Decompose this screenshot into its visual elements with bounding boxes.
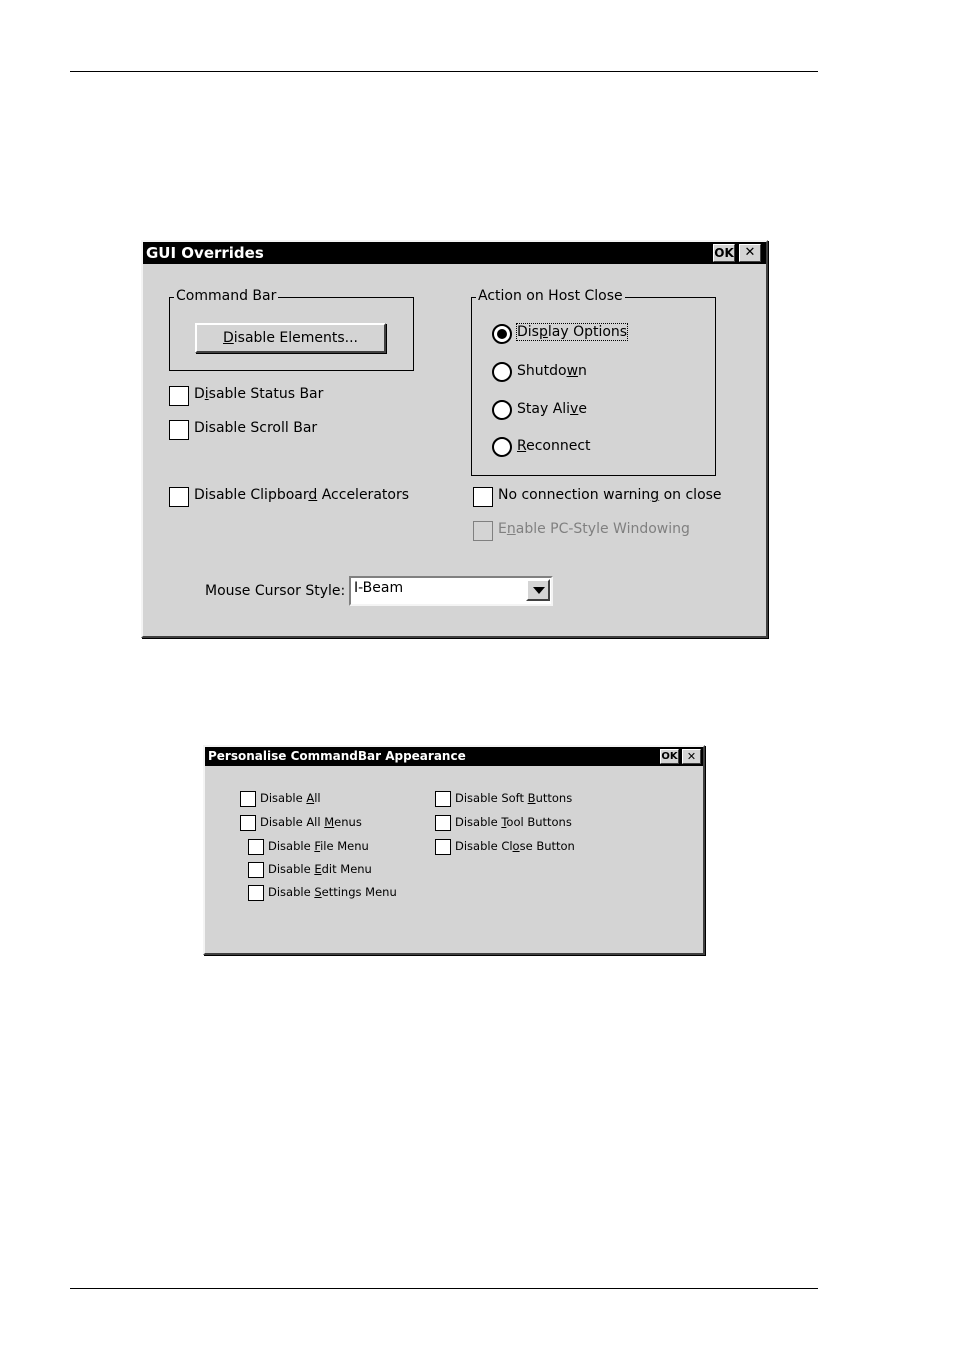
- label-text: No connection warnin: [498, 487, 651, 503]
- label-text: Shutdo: [517, 363, 567, 379]
- select-value: I-Beam: [354, 580, 404, 596]
- disable-all-menus-checkbox[interactable]: [240, 815, 256, 831]
- label-text: Disable: [455, 815, 502, 829]
- label-text-rest: lay Options: [547, 324, 628, 340]
- disable-clipboard-accelerators-checkbox[interactable]: [169, 487, 189, 507]
- label-mnemonic: n: [506, 521, 516, 537]
- label-mnemonic: T: [501, 815, 507, 829]
- enable-pc-style-windowing-checkbox[interactable]: [473, 521, 493, 541]
- command-bar-legend: Command Bar: [176, 288, 277, 304]
- label-mnemonic: S: [314, 885, 322, 899]
- label-text: Disable: [260, 791, 307, 805]
- label-text: Dis: [517, 324, 539, 340]
- label-text-rest: n: [578, 363, 587, 379]
- command-bar-group: [169, 288, 414, 371]
- btn-text-rest: isable Elements...: [233, 330, 358, 346]
- disable-file-menu-checkbox[interactable]: [248, 839, 264, 855]
- label-text-rest: Accelerators: [317, 487, 409, 503]
- label-mnemonic: B: [527, 791, 536, 805]
- radio-reconnect[interactable]: [492, 437, 512, 457]
- bottom-rule: [70, 1288, 818, 1289]
- radio-stay-alive[interactable]: [492, 400, 512, 420]
- disable-edit-menu-checkbox[interactable]: [248, 862, 264, 878]
- label-text-rest: ettings Menu: [321, 885, 397, 899]
- label-mnemonic: F: [314, 839, 321, 853]
- action-on-host-close-legend: Action on Host Close: [478, 288, 623, 304]
- label-mnemonic: p: [538, 324, 548, 340]
- label-text-rest: se Button: [519, 839, 575, 853]
- label-mnemonic: d: [308, 487, 318, 503]
- disable-scroll-bar-label: [194, 420, 317, 436]
- label-text: Disable All: [260, 815, 325, 829]
- label-mnemonic: v: [570, 401, 579, 417]
- label-text-rest: ile Menu: [320, 839, 369, 853]
- display-options-label: [517, 324, 627, 340]
- label-text: Disable: [268, 885, 315, 899]
- label-text-rest: sable Status Bar: [208, 386, 324, 402]
- no-connection-warning-checkbox[interactable]: [473, 487, 493, 507]
- action-on-host-close-group: [471, 288, 716, 476]
- label-text: Disable Cl: [455, 839, 513, 853]
- label-text-rest: ll: [314, 791, 321, 805]
- disable-soft-buttons-label: [455, 791, 572, 805]
- label-text: Disable Scroll Bar: [194, 420, 318, 436]
- label-text-rest: enus: [334, 815, 362, 829]
- commandbar-appearance-titlebar: [205, 747, 703, 766]
- label-text-rest: on close: [659, 487, 722, 503]
- ok-button[interactable]: OK: [714, 246, 734, 260]
- label-text: Disable: [268, 839, 315, 853]
- disable-status-bar-label: [194, 386, 323, 402]
- radio-selected-dot: [497, 329, 507, 339]
- label-text: Disable: [268, 862, 315, 876]
- label-mnemonic: o: [512, 839, 520, 853]
- label-text: E: [498, 521, 507, 537]
- commandbar-appearance-dialog: [203, 745, 705, 955]
- label-text-rest: ool Buttons: [506, 815, 572, 829]
- reconnect-label: [517, 438, 591, 454]
- disable-all-checkbox[interactable]: [240, 791, 256, 807]
- label-mnemonic: i: [204, 386, 209, 402]
- top-rule: [70, 71, 818, 72]
- mouse-cursor-style-label: Mouse Cursor Style:: [205, 583, 346, 599]
- label-text-rest: dit Menu: [321, 862, 372, 876]
- label-text-rest: uttons: [535, 791, 573, 805]
- disable-settings-menu-checkbox[interactable]: [248, 885, 264, 901]
- disable-scroll-bar-checkbox[interactable]: [169, 420, 189, 440]
- label-mnemonic: g: [650, 487, 660, 503]
- label-mnemonic: A: [306, 791, 315, 805]
- dialog-title: Personalise CommandBar Appearance: [208, 749, 466, 763]
- no-connection-warning-label: [498, 487, 722, 503]
- label-text: Stay Ali: [517, 401, 571, 417]
- disable-close-button-checkbox[interactable]: [435, 839, 451, 855]
- dropdown-arrow-icon[interactable]: [526, 579, 550, 601]
- disable-close-button-label: [455, 839, 575, 853]
- dialog-title: GUI Overrides: [146, 244, 264, 262]
- label-mnemonic: w: [566, 363, 579, 379]
- disable-tool-buttons-label: [455, 815, 572, 829]
- enable-pc-style-windowing-label: [498, 521, 690, 537]
- stay-alive-label: [517, 401, 587, 417]
- mouse-cursor-style-select[interactable]: [349, 576, 553, 606]
- label-text-rest: able PC-Style Windowing: [515, 521, 690, 537]
- disable-file-menu-label: [268, 839, 369, 853]
- label-text: Disable Clipboar: [194, 487, 309, 503]
- label-text: Disable Soft: [455, 791, 528, 805]
- disable-clipboard-accelerators-label: [194, 487, 409, 503]
- disable-all-label: [260, 791, 321, 805]
- disable-settings-menu-label: [268, 885, 397, 899]
- shutdown-label: [517, 363, 587, 379]
- gui-overrides-dialog: [141, 240, 768, 638]
- disable-edit-menu-label: [268, 862, 372, 876]
- gui-overrides-titlebar: [143, 242, 766, 264]
- disable-status-bar-checkbox[interactable]: [169, 386, 189, 406]
- ok-button[interactable]: OK: [661, 751, 678, 762]
- label-text-rest: econnect: [526, 438, 591, 454]
- radio-shutdown[interactable]: [492, 362, 512, 382]
- disable-tool-buttons-checkbox[interactable]: [435, 815, 451, 831]
- radio-display-options[interactable]: [492, 324, 512, 344]
- disable-elements-button[interactable]: [195, 323, 386, 353]
- label-text: D: [194, 386, 205, 402]
- label-mnemonic: M: [324, 815, 335, 829]
- disable-all-menus-label: [260, 815, 362, 829]
- btn-mnemonic: D: [223, 330, 234, 346]
- disable-soft-buttons-checkbox[interactable]: [435, 791, 451, 807]
- label-mnemonic: E: [314, 862, 322, 876]
- label-mnemonic: R: [517, 438, 527, 454]
- label-text-rest: e: [578, 401, 587, 417]
- close-icon[interactable]: ✕: [739, 244, 761, 262]
- close-icon[interactable]: ✕: [682, 749, 701, 764]
